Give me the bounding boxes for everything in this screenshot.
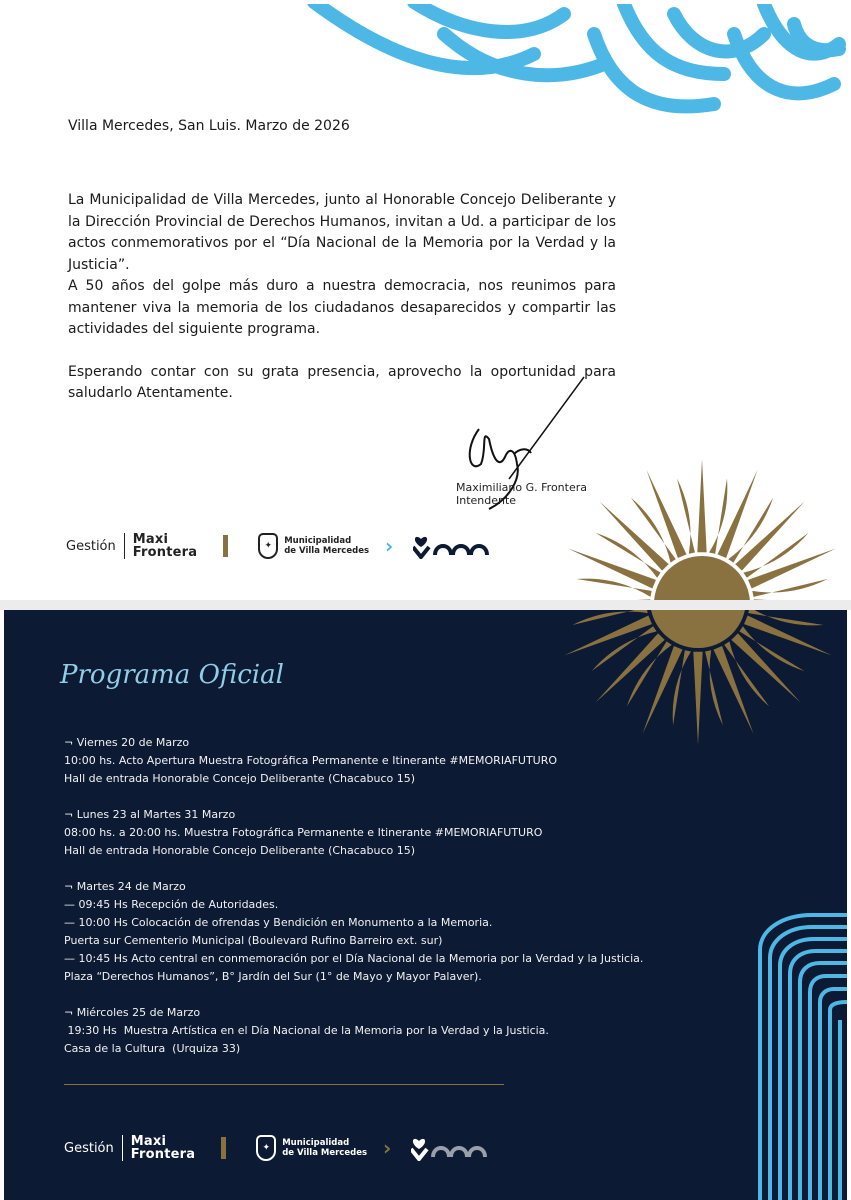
letter-paragraph-1: La Municipalidad de Villa Mercedes, junto al Honorable Concejo Deliberante y la Dirección Provincial de Derechos Humanos, invitan a Ud. a participar de los actos conmemorativos por el “Día Nacional de la Memoria por la Verdad y la Justicia”. (68, 192, 616, 273)
sun-ray (731, 633, 800, 702)
program-day-heading: ¬ Martes 24 de Marzo (64, 880, 186, 893)
program-event-line: 19:30 Hs Muestra Artística en el Día Nacional de la Memoria por la Verdad y la Justicia. (64, 1024, 549, 1037)
program-block (64, 734, 704, 788)
date-line: Villa Mercedes, San Luis. Marzo de 2026 (68, 118, 350, 134)
sun-ray (714, 646, 754, 734)
heart-person-logo-icon (411, 1135, 501, 1161)
program-block (64, 878, 704, 986)
chevron-icon: › (385, 534, 394, 558)
municipalidad-logo: Municipalidad de Villa Mercedes (282, 1138, 368, 1158)
program-divider-line (64, 1084, 504, 1085)
program-list (64, 734, 704, 1076)
separator-bar (124, 533, 125, 559)
page-divider (0, 600, 851, 610)
gold-divider (221, 1137, 226, 1159)
maxi-frontera-logo: Maxi Frontera (132, 532, 198, 560)
sun-ray (697, 459, 706, 552)
gold-divider (223, 535, 228, 557)
program-day-heading: ¬ Viernes 20 de Marzo (64, 736, 190, 749)
heart-person-logo-icon (413, 533, 503, 559)
municipal-seal-icon: ✦ (258, 533, 278, 559)
sun-ray (693, 652, 702, 745)
program-block (64, 806, 704, 860)
signer-name: Maximiliano G. Frontera (456, 481, 587, 494)
fingerprint-arc-graphic (294, 4, 847, 134)
program-event-line: Puerta sur Cementerio Municipal (Boulevard Rufino Barreiro ext. sur) (64, 934, 443, 947)
program-event-line: 08:00 hs. a 20:00 hs. Muestra Fotográfica Permanente e Itinerante #MEMORIAFUTURO (64, 826, 543, 839)
sun-of-may-lower-graphic (548, 610, 847, 750)
fingerprint-arc-graphic-lower (752, 910, 847, 1200)
chevron-icon: › (383, 1136, 392, 1160)
program-event-line: Hall de entrada Honorable Concejo Deliberante (Chacabuco 15) (64, 844, 416, 857)
program-event-line: — 10:45 Hs Acto central en conmemoración por el Día Nacional de la Memoria por la Verdad y la Justicia. (64, 952, 644, 965)
program-event-line: — 09:45 Hs Recepción de Autoridades. (64, 898, 279, 911)
program-event-line: Casa de la Cultura (Urquiza 33) (64, 1042, 241, 1055)
letter-section (4, 4, 847, 600)
program-event-line: — 10:00 Hs Colocación de ofrendas y Bendición en Monumento a la Memoria. (64, 916, 493, 929)
maxi-frontera-logo: Maxi Frontera (130, 1134, 196, 1162)
sun-ray (595, 633, 664, 702)
signer-title: Intendente (456, 494, 517, 507)
letter-paragraph-3: Esperando contar con su grata presencia, aprovecho la oportunidad para saludarlo Atentamente. (68, 363, 616, 401)
sun-ray (647, 470, 687, 558)
sun-ray (748, 549, 836, 589)
program-event-line: Plaza “Derechos Humanos”, B° Jardín del Sur (1° de Mayo y Mayor Palaver). (64, 970, 482, 983)
municipal-seal-icon: ✦ (256, 1135, 276, 1161)
logo-footer-bottom (64, 1128, 501, 1168)
sun-ray (564, 616, 652, 656)
sun-ray (599, 501, 668, 570)
municipalidad-logo: Municipalidad de Villa Mercedes (284, 536, 370, 556)
logo-footer-top (66, 526, 503, 566)
separator-bar (122, 1135, 123, 1161)
sun-ray (735, 501, 804, 570)
sun-of-may-graphic (552, 454, 847, 600)
gestion-label: Gestión (64, 1140, 114, 1156)
program-day-heading: ¬ Lunes 23 al Martes 31 Marzo (64, 808, 236, 821)
program-title: Programa Oficial (60, 660, 284, 690)
program-day-heading: ¬ Miércoles 25 de Marzo (64, 1006, 201, 1019)
gestion-label: Gestión (66, 538, 116, 554)
program-block (64, 1004, 704, 1058)
program-event-line: 10:00 hs. Acto Apertura Muestra Fotográfica Permanente e Itinerante #MEMORIAFUTURO (64, 754, 558, 767)
letter-paragraph-2: A 50 años del golpe más duro a nuestra democracia, nos reunimos para mantener viva la memoria de los ciudadanos desaparecidos y compartir las actividades del siguiente programa. (68, 278, 616, 337)
program-event-line: Hall de entrada Honorable Concejo Deliberante (Chacabuco 15) (64, 772, 416, 785)
